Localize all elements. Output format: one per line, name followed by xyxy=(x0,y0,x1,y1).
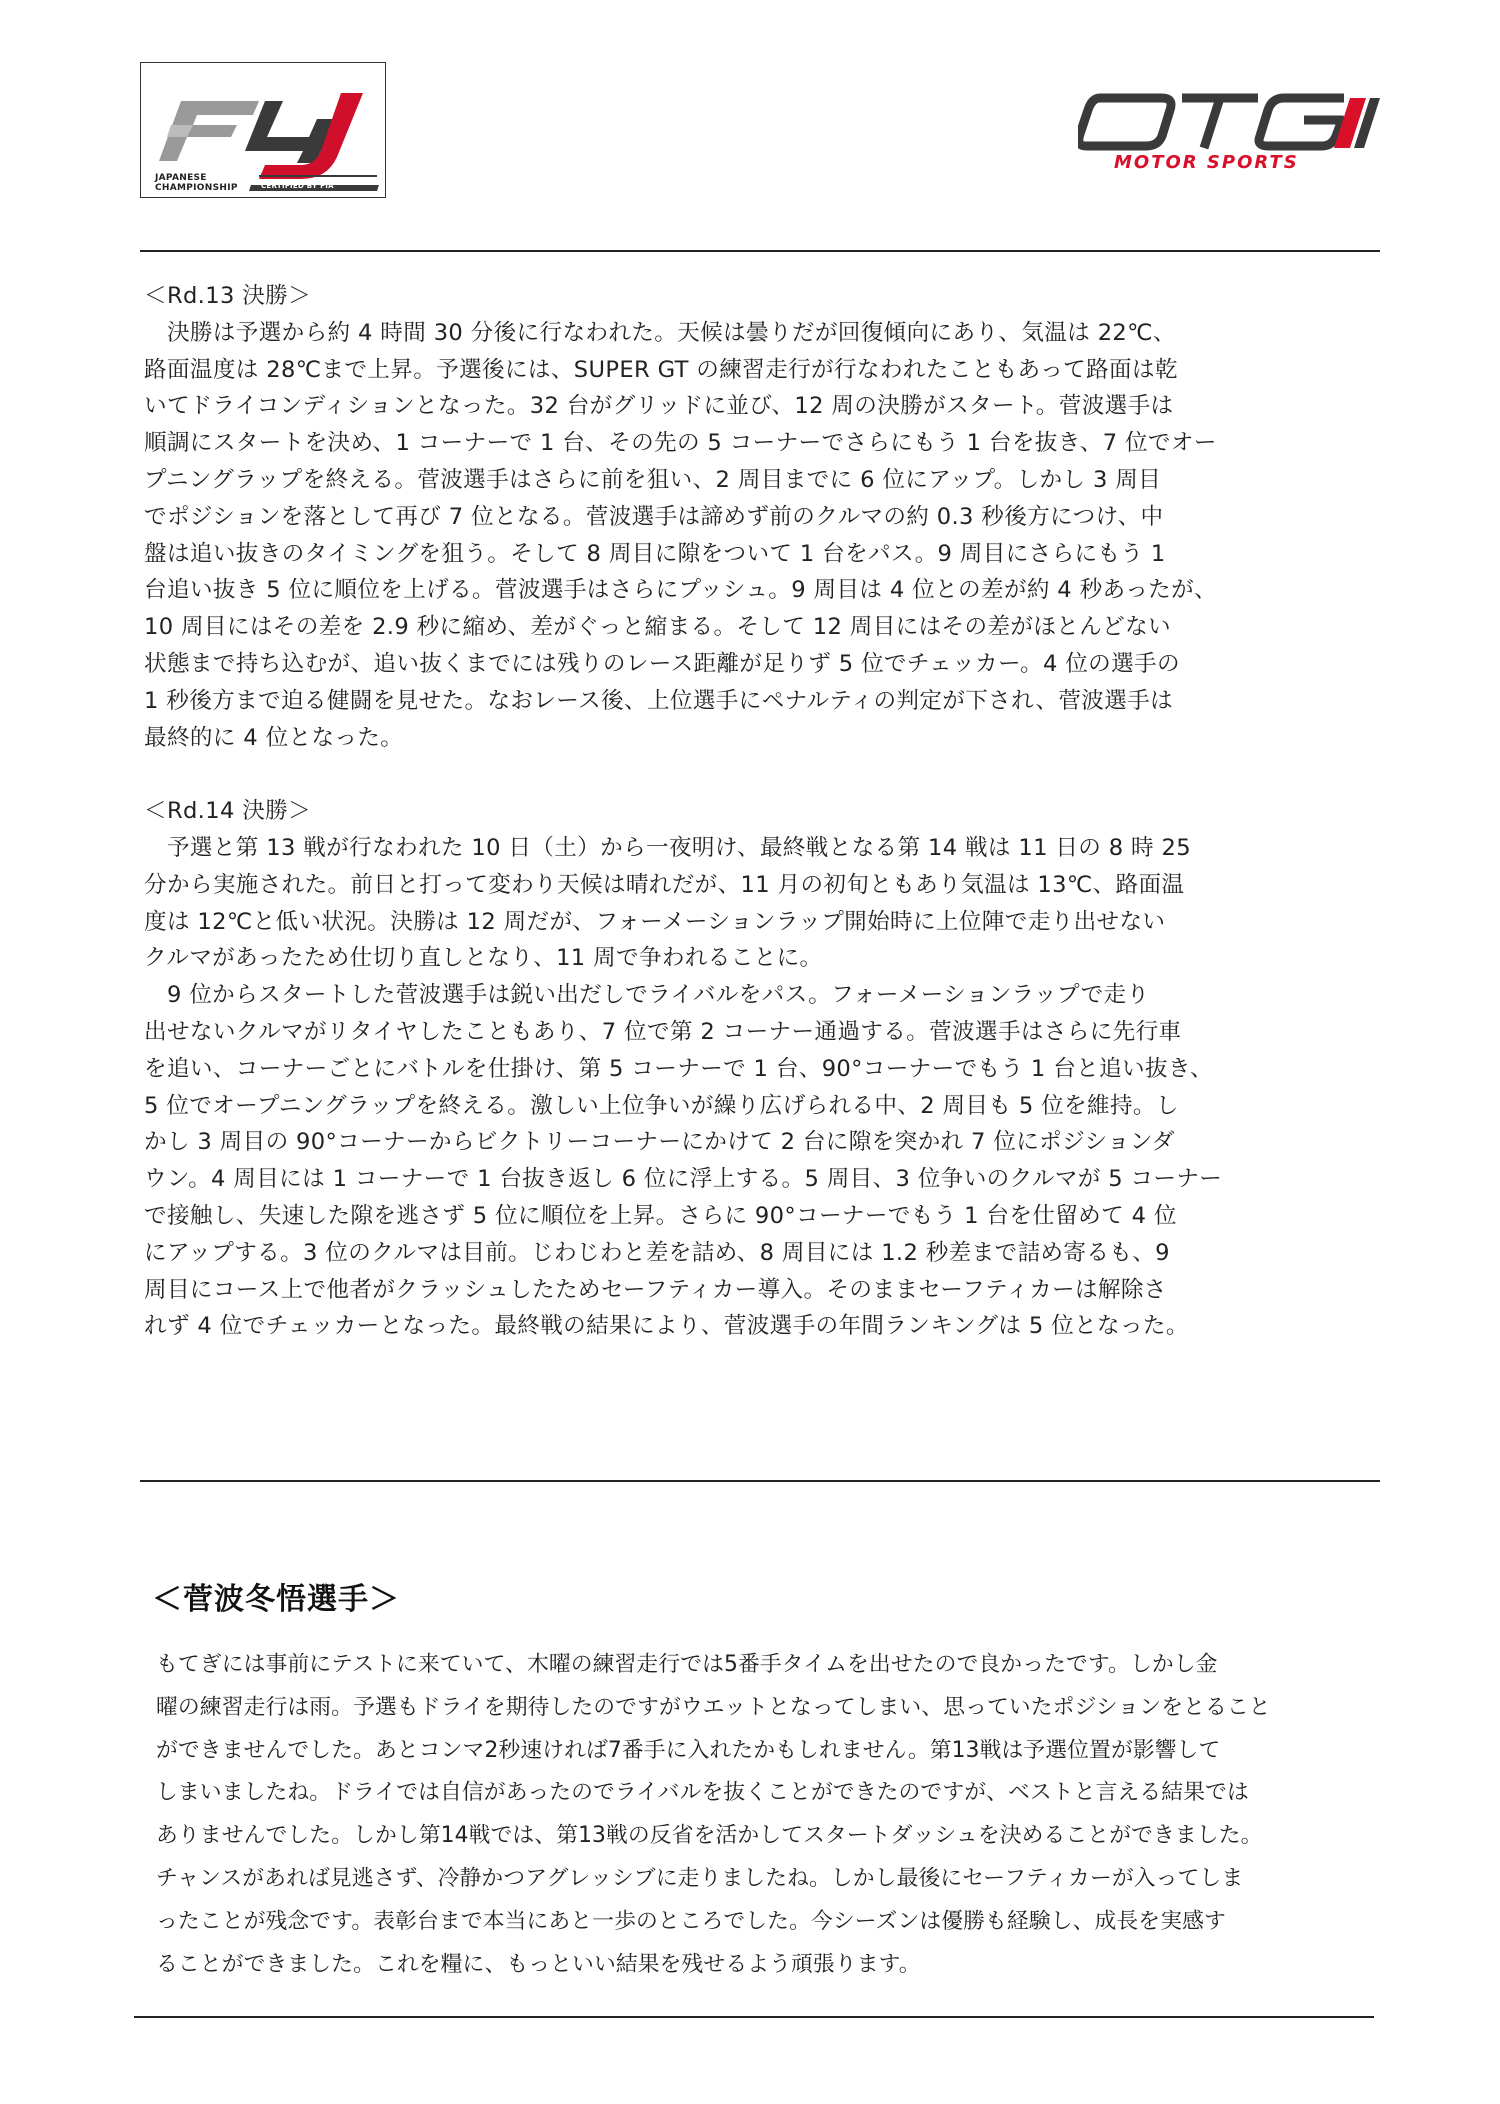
rd13-line: 最終的に 4 位となった。 xyxy=(144,724,404,751)
footer-divider xyxy=(134,2016,1374,2018)
otg-logo-subtitle: MOTOR SPORTS xyxy=(1114,152,1299,172)
paragraph-gap xyxy=(144,756,1384,793)
otg-motorsports-logo xyxy=(1078,90,1380,172)
rd14-line: かし 3 周目の 90°コーナーからビクトリーコーナーにかけて 2 台に隙を突かれ 7 位にポジションダ xyxy=(144,1129,1175,1156)
rd13-line: いてドライコンディションとなった。32 台がグリッドに並び、12 周の決勝がスタート。菅波選手は xyxy=(144,393,1174,420)
f4-caption-certified: CERTIFIED BY FIA xyxy=(261,182,334,190)
rd14-line: 5 位でオープニングラップを終える。激しい上位争いが繰り広げられる中、2 周目も 5 位を維持。し xyxy=(144,1092,1179,1119)
comment-line: チャンスがあれば見逃さず、冷静かつアグレッシブに走りましたね。しかし最後にセーフティカーが入ってしま xyxy=(156,1865,1244,1891)
rd14-line: れず 4 位でチェッカーとなった。最終戦の結果により、菅波選手の年間ランキングは 5 位となった。 xyxy=(144,1313,1189,1340)
rd13-line: 順調にスタートを決め、1 コーナーで 1 台、その先の 5 コーナーでさらにもう 1 台を抜き、7 位でオー xyxy=(144,430,1217,457)
header-divider xyxy=(140,250,1380,252)
otg-logo-mark xyxy=(1078,90,1380,172)
rd14-heading: ＜Rd.14 決勝＞ xyxy=(144,798,312,825)
rd13-line: 状態まで持ち込むが、追い抜くまでには残りのレース距離が足りず 5 位でチェッカー。4 位の選手の xyxy=(144,650,1180,677)
comment-line: ができませんでした。あとコンマ2秒速ければ7番手に入れたかもしれません。第13戦は予選位置が影響して xyxy=(156,1737,1221,1763)
rd14-line: を追い、コーナーごとにバトルを仕掛け、第 5 コーナーで 1 台、90°コーナーでもう 1 台と追い抜き、 xyxy=(144,1055,1213,1082)
f4-championship-logo xyxy=(140,62,386,198)
rd13-line: 台追い抜き 5 位に順位を上げる。菅波選手はさらにプッシュ。9 周目は 4 位との差が約 4 秒あったが、 xyxy=(144,577,1217,604)
rd14-line: 予選と第 13 戦が行なわれた 10 日（土）から一夜明け、最終戦となる第 14 戦は 11 日の 8 時 25 xyxy=(144,834,1191,861)
rd13-line: 決勝は予選から約 4 時間 30 分後に行なわれた。天候は曇りだが回復傾向にあり、気温は 22℃、 xyxy=(144,319,1176,346)
rd14-line: クルマがあったため仕切り直しとなり、11 周で争われることに。 xyxy=(144,945,823,972)
rd13-line: 1 秒後方まで迫る健闘を見せた。なおレース後、上位選手にペナルティの判定が下され、菅波選手は xyxy=(144,687,1174,714)
rd14-line: 出せないクルマがリタイヤしたこともあり、7 位で第 2 コーナー通過する。菅波選手はさらに先行車 xyxy=(144,1018,1182,1045)
comment-line: ありませんでした。しかし第14戦では、第13戦の反省を活かしてスタートダッシュを決めることができました。 xyxy=(156,1823,1263,1849)
comment-line: しまいましたね。ドライでは自信があったのでライバルを抜くことができたのですが、ベストと言える結果では xyxy=(156,1780,1249,1806)
rd13-line: 盤は追い抜きのタイミングを狙う。そして 8 周目に隙をついて 1 台をパス。9 周目にさらにもう 1 xyxy=(144,540,1166,567)
rd13-line: でポジションを落として再び 7 位となる。菅波選手は諦めず前のクルマの約 0.3 秒後方につけ、中 xyxy=(144,503,1164,530)
rd14-line: 周目にコース上で他者がクラッシュしたためセーフティカー導入。そのままセーフティカーは解除さ xyxy=(144,1276,1167,1303)
comment-line: ることができました。これを糧に、もっといい結果を残せるよう頑張ります。 xyxy=(156,1951,921,1977)
rd13-line: プニングラップを終える。菅波選手はさらに前を狙い、2 周目までに 6 位にアップ。しかし 3 周目 xyxy=(144,466,1162,493)
rd14-line: 分から実施された。前日と打って変わり天候は晴れだが、11 月の初旬ともあり気温は 13℃、路面温 xyxy=(144,871,1185,898)
rd13-heading: ＜Rd.13 決勝＞ xyxy=(144,283,312,309)
rd14-line: ウン。4 周目には 1 コーナーで 1 台抜き返し 6 位に浮上する。5 周目、3 位争いのクルマが 5 コーナー xyxy=(144,1166,1223,1193)
driver-comment-title: ＜菅波冬悟選手＞ xyxy=(152,1582,400,1617)
comment-line: 曜の練習走行は雨。予選もドライを期待したのですがウエットとなってしまい、思っていたポジションをとること xyxy=(156,1694,1271,1720)
rd13-line: 路面温度は 28℃まで上昇。予選後には、SUPER GT の練習走行が行なわれたこともあって路面は乾 xyxy=(144,356,1178,383)
rd13-line: 10 周目にはその差を 2.9 秒に縮め、差がぐっと縮まる。そして 12 周目にはその差がほとんどない xyxy=(144,614,1171,641)
rd14-line: にアップする。3 位のクルマは目前。じわじわと差を詰め、8 周目には 1.2 秒差まで詰め寄るも、9 xyxy=(144,1239,1170,1266)
section-divider xyxy=(140,1480,1380,1482)
comment-line: もてぎには事前にテストに来ていて、木曜の練習走行では5番手タイムを出せたので良かったです。しかし金 xyxy=(156,1652,1218,1677)
comment-line: ったことが残念です。表彰台まで本当にあと一歩のところでした。今シーズンは優勝も経験し、成長を実感す xyxy=(156,1908,1226,1934)
rd14-line: で接触し、失速した隙を逃さず 5 位に順位を上昇。さらに 90°コーナーでもう 1 台を仕留めて 4 位 xyxy=(144,1202,1177,1229)
rd14-line: 9 位からスタートした菅波選手は鋭い出だしでライバルをパス。フォーメーションラップで走り xyxy=(144,982,1150,1009)
rd14-line: 度は 12℃と低い状況。決勝は 12 周だが、フォーメーションラップ開始時に上位陣で走り出せない xyxy=(144,908,1166,935)
f4-caption-japanese-championship: JAPANESE CHAMPIONSHIP xyxy=(155,173,238,193)
race-report xyxy=(144,278,1384,1345)
driver-comment xyxy=(156,1644,1386,1986)
